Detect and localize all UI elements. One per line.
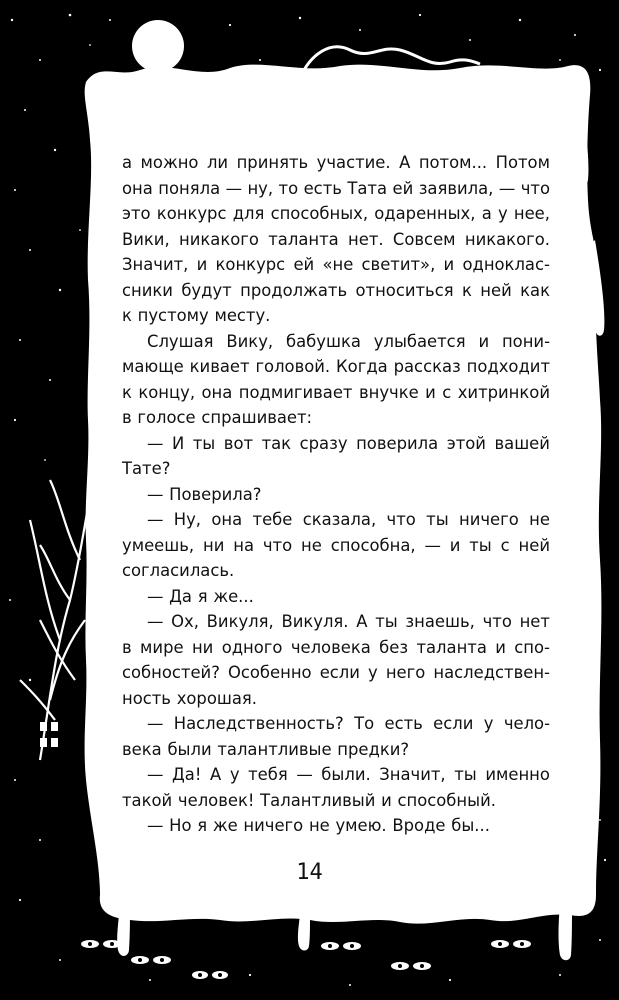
text-line: — Да! А у тебя — были. Значит, ты именно — [147, 765, 550, 784]
text-line: умеешь, ни на что не способна, — и ты с ней — [122, 535, 550, 555]
text-line: такой человек! Талантливый и способный. — [122, 790, 496, 810]
text-line: — Поверила? — [147, 484, 262, 504]
text-line: ность хорошая. — [122, 688, 257, 708]
text-line: сники будут продолжать относиться к ней как — [122, 280, 550, 300]
text-line: она поняла — ну, то есть Тата ей заявила, — что — [122, 178, 550, 198]
text-line: в мире ни одного человека без таланта и спо- — [122, 637, 550, 657]
text-line: к пустому месту. — [122, 306, 271, 325]
text-line: — Ну, она тебе сказала, что ты ничего не — [147, 510, 550, 529]
text-line: Слушая Вику, бабушка улыбается и пони- — [147, 331, 550, 351]
text-line: — Ох, Викуля, Викуля. А ты знаешь, что нет — [147, 612, 550, 631]
text-line: века были талантливые предки? — [122, 739, 410, 759]
text-line: — Наследственность? То есть если у чело- — [147, 714, 550, 733]
text-line: Тате? — [122, 459, 171, 478]
text-line: а можно ли принять участие. А потом... Потом — [122, 153, 550, 172]
page-number: 14 — [296, 860, 323, 885]
text-line: собностей? Особенно если у него наследствен- — [122, 663, 550, 682]
text-line: Вики, никакого таланта нет. Совсем никакого. — [122, 229, 550, 249]
text-line: Значит, и конкурс ей «не светит», и одноклас- — [122, 255, 550, 274]
text-line: к концу, она подмигивает внучке и с хитринкой — [122, 382, 550, 402]
text-line: — Но я же ничего не умею. Вроде бы... — [147, 816, 490, 835]
text-line: — Да я же... — [147, 586, 254, 606]
text-line: в голосе спрашивает: — [122, 408, 313, 427]
text-line: — И ты вот так сразу поверила этой вашей — [147, 433, 550, 453]
body-text — [122, 150, 550, 839]
text-line: мающе кивает головой. Когда рассказ подходит — [122, 357, 550, 376]
moon — [132, 20, 184, 72]
text-line: это конкурс для способных, одаренных, а у нее, — [122, 204, 550, 223]
text-line: согласилась. — [122, 561, 235, 580]
